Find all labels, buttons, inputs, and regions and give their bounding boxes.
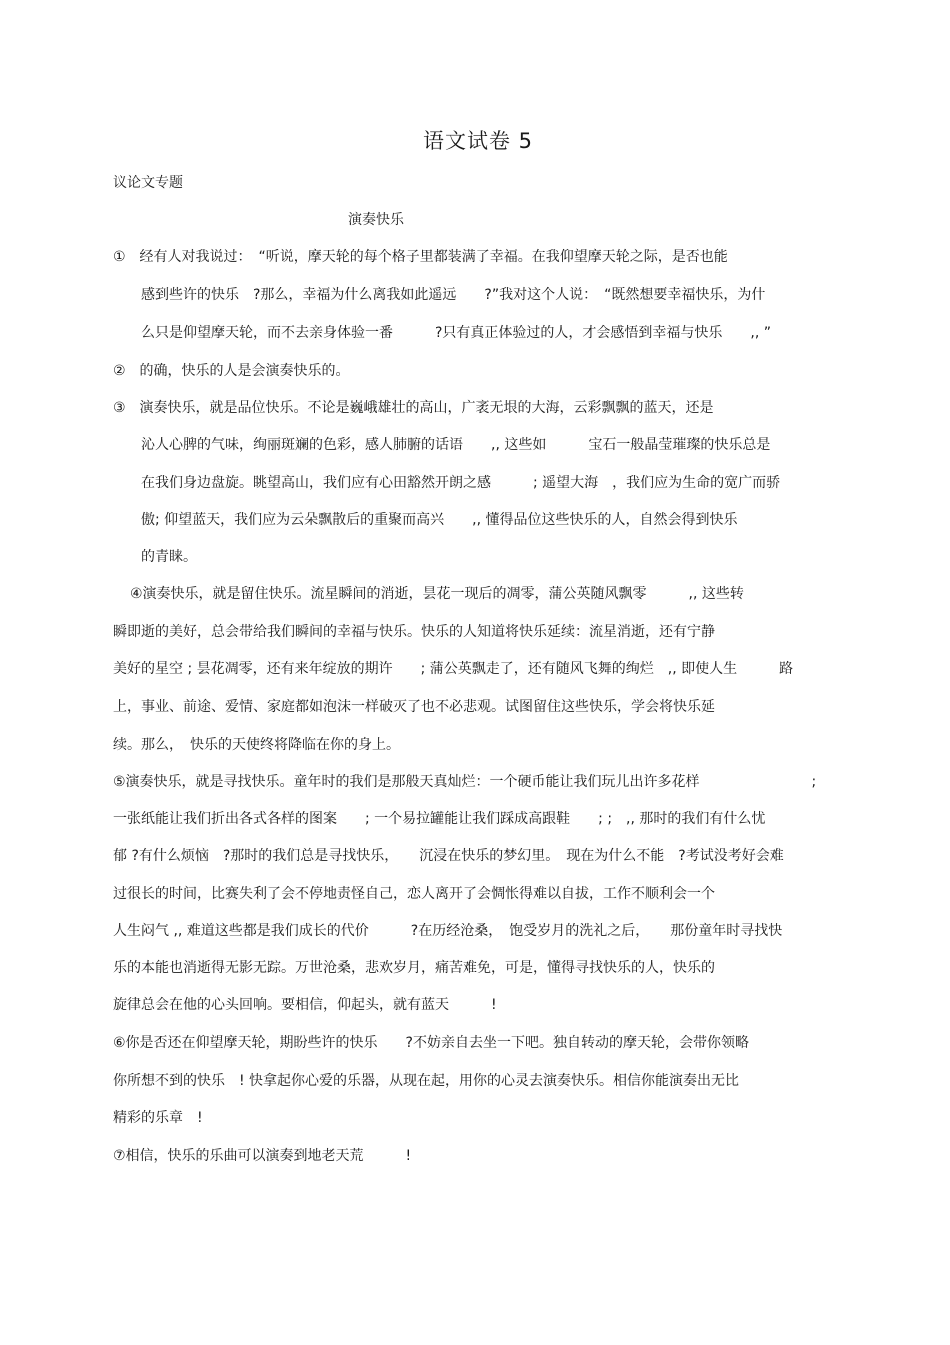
paragraph-line: 旋律总会在他的心头回响。要相信，仰起头，就有蓝天 ! [113,997,497,1013]
paragraph-line: 沁人心脾的气味，绚丽斑斓的色彩，感人肺腑的话语 ,, 这些如 宝石一般晶莹璀璨的快乐总是 [141,437,771,453]
paragraph-line: 精彩的乐章 ! [113,1110,203,1126]
section-label: 议论文专题 [113,175,183,191]
paragraph-line: 瞬即逝的美好，总会带给我们瞬间的幸福与快乐。快乐的人知道将快乐延续：流星消逝，还有宁静 [113,624,715,640]
paragraph-line: 感到些许的快乐 ?那么，幸福为什么离我如此遥远 ?”我对这个人说： “既然想要幸福快乐，为什 [141,287,766,303]
paragraph-line: 么只是仰望摩天轮，而不去亲身体验一番 ?只有真正体验过的人，才会感悟到幸福与快乐 ,, ” [141,325,772,341]
paragraph-line: ② 的确，快乐的人是会演奏快乐的。 [113,363,350,379]
page-title: 语文试卷 5 [423,129,534,153]
paragraph-line: 乐的本能也消逝得无影无踪。万世沧桑，悲欢岁月，痛苦难免，可是，懂得寻找快乐的人，快乐的 [113,960,715,976]
essay-title: 演奏快乐 [348,212,404,228]
paragraph-line: 你所想不到的快乐 ! 快拿起你心爱的乐器，从现在起，用你的心灵去演奏快乐。相信你能演奏出无比 [113,1073,740,1089]
paragraph-line: 人生闷气 ,, 难道这些都是我们成长的代价 ?在历经沧桑， 饱受岁月的洗礼之后， 那份童年时寻找快 [113,923,783,939]
paragraph-line: 傲; 仰望蓝天，我们应为云朵飘散后的重聚而高兴 ,, 懂得品位这些快乐的人，自然会得到快乐 [141,512,738,528]
paragraph-line: 过很长的时间，比赛失利了会不停地责怪自己，恋人离开了会惆怅得难以自拔，工作不顺利会一个 [113,886,715,902]
paragraph-line: 的青睐。 [141,549,197,565]
paragraph-line: 郁 ?有什么烦恼 ?那时的我们总是寻找快乐， 沉浸在快乐的梦幻里。 现在为什么不能 ?考试没考好会难 [113,848,784,864]
paragraph-line: 美好的星空 ; 昙花凋零，还有来年绽放的期许 ; 蒲公英飘走了，还有随风飞舞的绚烂 ,, 即使人生 路 [113,661,794,677]
paragraph-line: ⑥你是否还在仰望摩天轮，期盼些许的快乐 ?不妨亲自去坐一下吧。独自转动的摩天轮，会带你领略 [113,1035,749,1051]
paragraph-line: ③ 演奏快乐，就是品位快乐。不论是巍峨雄壮的高山，广袤无垠的大海，云彩飘飘的蓝天，还是 [113,400,714,416]
paragraph-line: 一张纸能让我们折出各式各样的图案 ; 一个易拉罐能让我们踩成高跟鞋 ; ; ,, 那时的我们有什么忧 [113,811,766,827]
paragraph-line: ⑤演奏快乐，就是寻找快乐。童年时的我们是那般天真灿烂：一个硬币能让我们玩儿出许多花样 ; [113,774,817,790]
paragraph-line: 续。那么， 快乐的天使终将降临在你的身上。 [113,737,400,753]
paragraph-line: 上，事业、前途、爱情、家庭都如泡沫一样破灭了也不必悲观。试图留住这些快乐，学会将快乐延 [113,699,715,715]
paragraph-line: ① 经有人对我说过： “听说，摩天轮的每个格子里都装满了幸福。在我仰望摩天轮之际，是否也能 [113,249,728,265]
paragraph-line: ④演奏快乐，就是留住快乐。流星瞬间的消逝，昙花一现后的凋零，蒲公英随风飘零 ,, 这些转 [130,586,744,602]
paragraph-line: ⑦相信，快乐的乐曲可以演奏到地老天荒 ! [113,1148,412,1164]
paragraph-line: 在我们身边盘旋。眺望高山，我们应有心田豁然开朗之感 ; 遥望大海 ，我们应为生命的宽广而骄 [141,475,781,491]
